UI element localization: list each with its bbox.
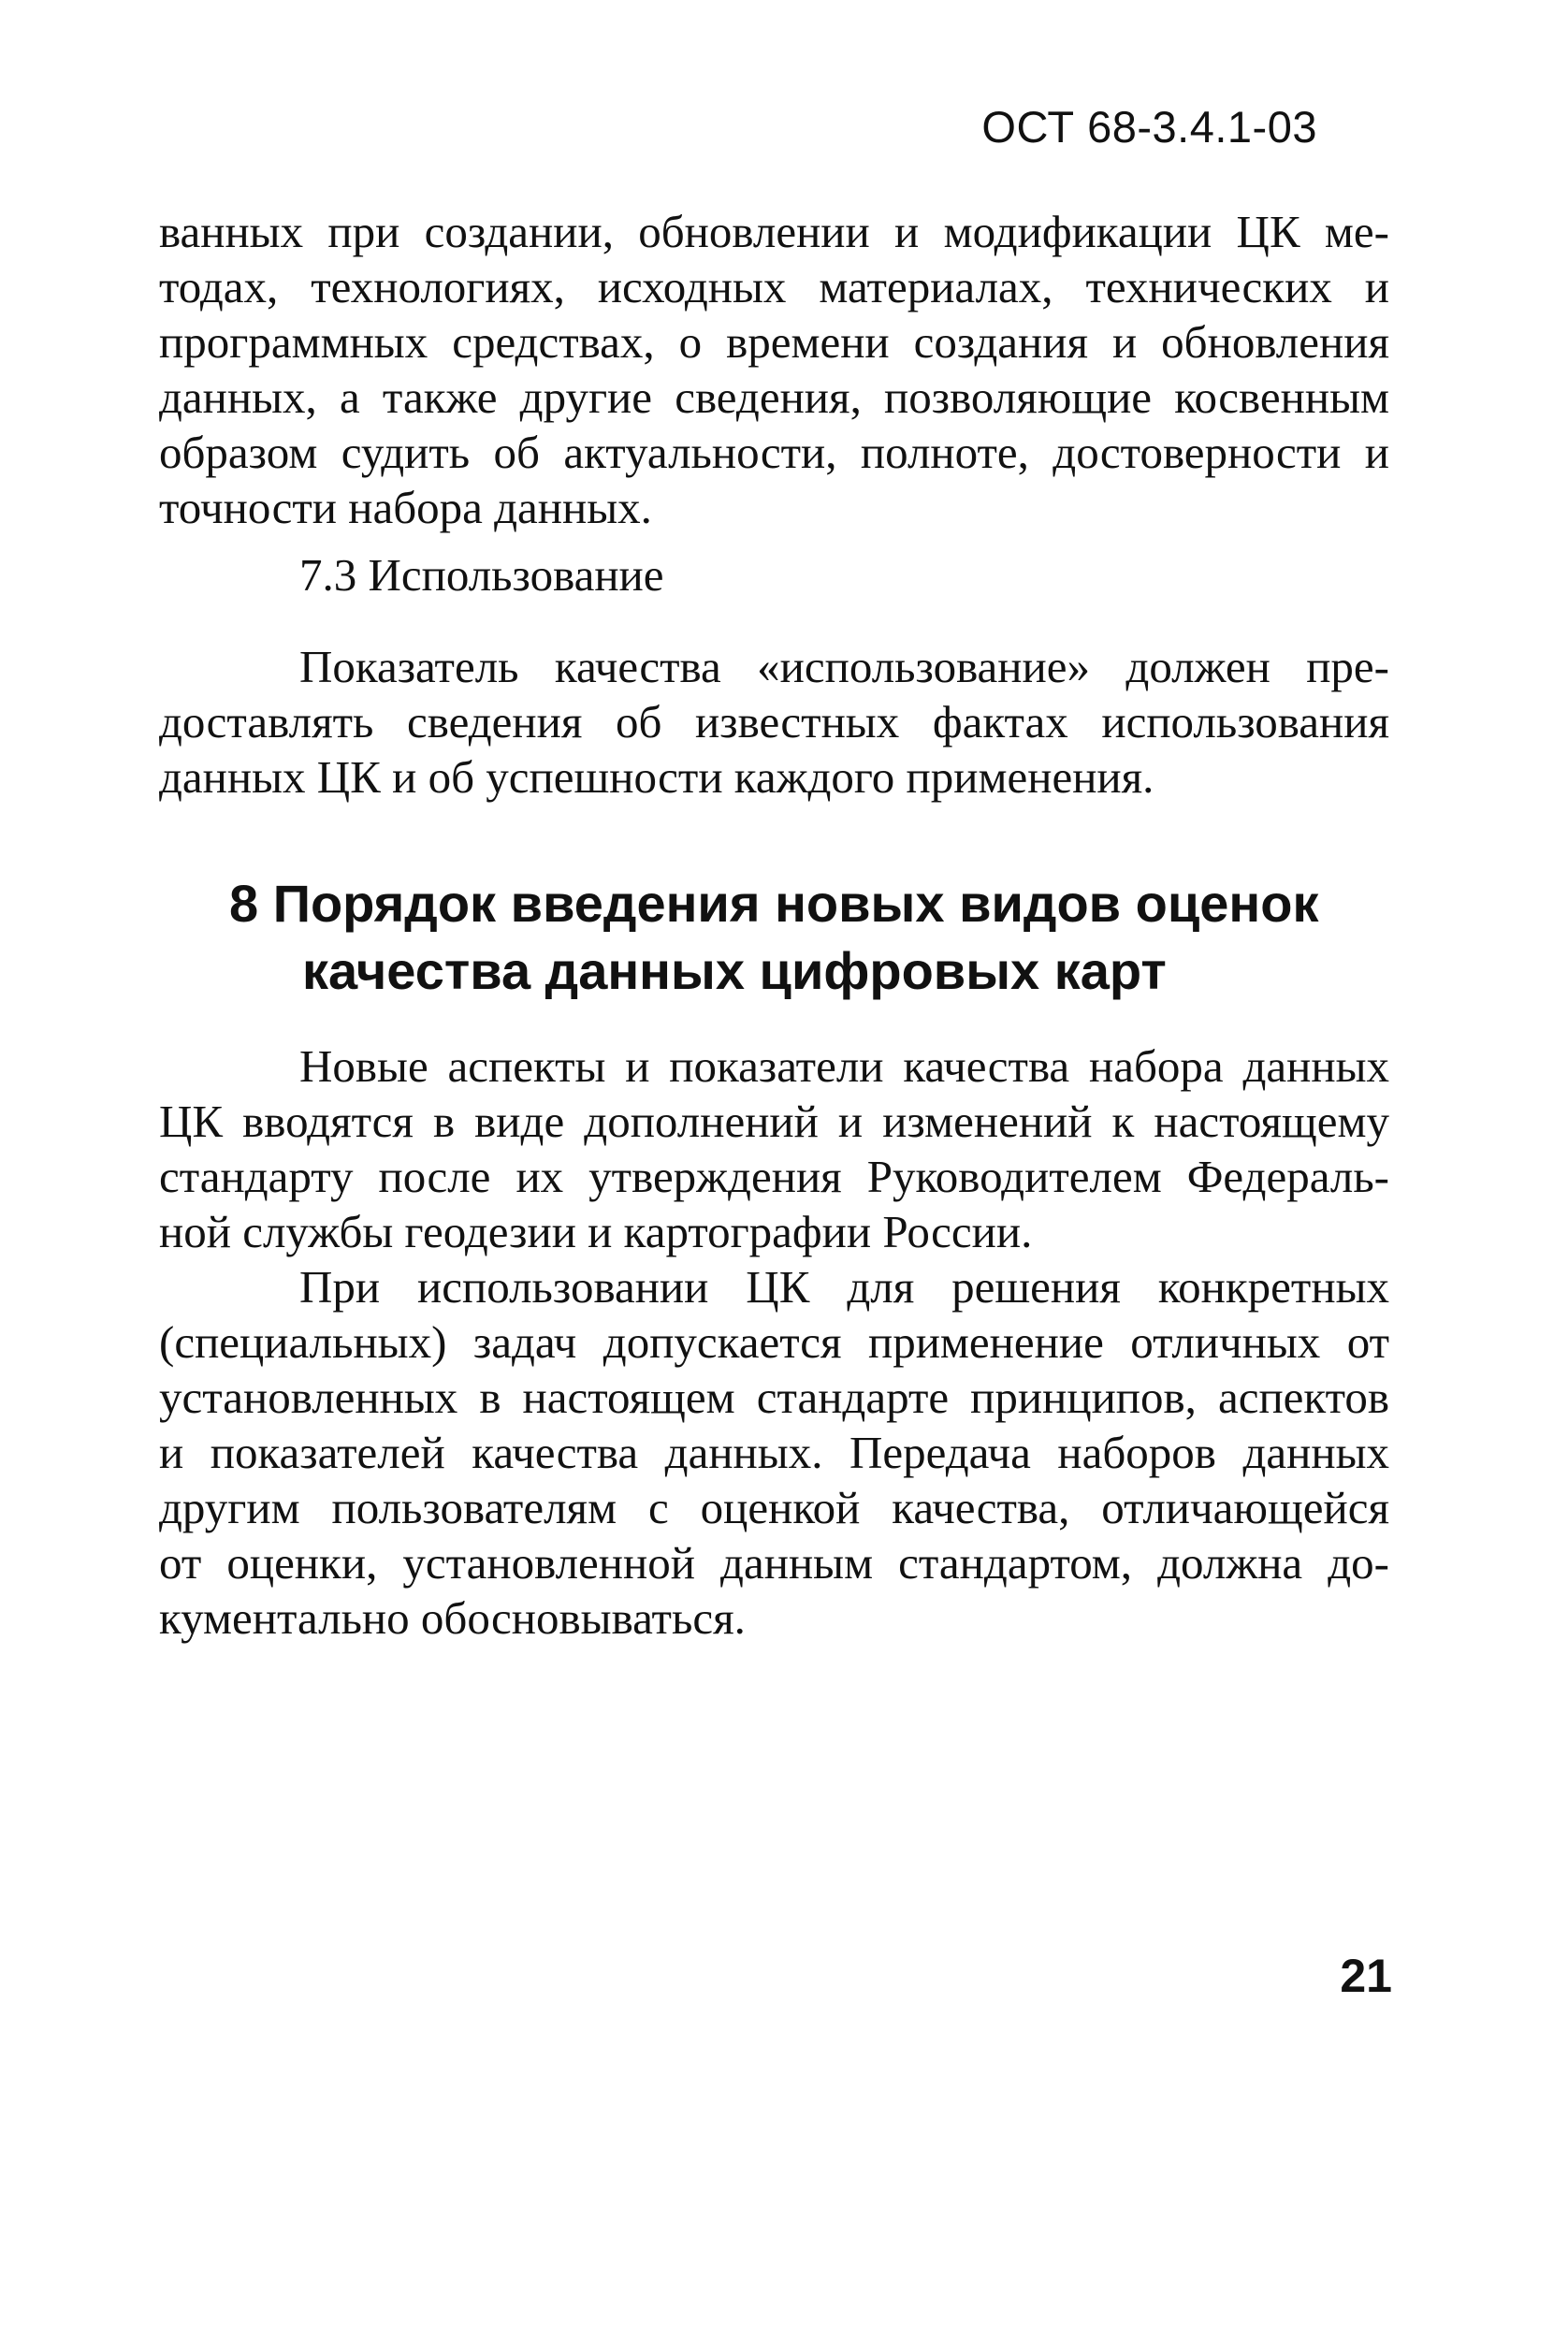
section-heading-line: 8 Порядок введения новых видов оценок	[229, 874, 1319, 933]
paragraph-line: данных, а также другие сведения, позволяющие косвенным	[159, 371, 1389, 423]
subsection-heading-7-3: 7.3 Использование	[299, 549, 664, 601]
paragraph-line: кументально обосновываться.	[159, 1592, 746, 1644]
paragraph-line: данных ЦК и об успешности каждого применения.	[159, 751, 1154, 803]
paragraph-line: тодах, технологиях, исходных материалах, технических и	[159, 261, 1389, 312]
section-8-paragraph-2	[159, 1259, 1389, 1646]
paragraph-line: программных средствах, о времени создания и обновления	[159, 316, 1389, 368]
paragraph-line: (специальных) задач допускается применение отличных от	[159, 1316, 1389, 1368]
paragraph-line: Показатель качества «использование» должен пре-	[299, 641, 1389, 692]
section-8-heading	[229, 870, 1399, 1005]
paragraph-line: точности набора данных.	[159, 482, 652, 533]
paragraph-line: и показателей качества данных. Передача наборов данных	[159, 1427, 1389, 1478]
paragraph-line: образом судить об актуальности, полноте, достоверности и	[159, 427, 1389, 478]
paragraph-line: установленных в настоящем стандарте принципов, аспектов	[159, 1372, 1389, 1423]
paragraph-line: другим пользователям с оценкой качества, отличающейся	[159, 1482, 1389, 1533]
paragraph-line: стандарту после их утверждения Руководителем Федераль-	[159, 1151, 1389, 1202]
continuation-paragraph	[159, 204, 1389, 535]
paragraph-line: от оценки, установленной данным стандартом, должна до-	[159, 1537, 1389, 1589]
paragraph-line: При использовании ЦК для решения конкретных	[299, 1261, 1389, 1313]
subsection-7-3-paragraph	[159, 639, 1389, 805]
paragraph-line: доставлять сведения об известных фактах использования	[159, 696, 1389, 748]
page-number: 21	[1340, 1950, 1392, 2002]
section-heading-line: качества данных цифровых карт	[302, 941, 1167, 1000]
paragraph-line: Новые аспекты и показатели качества набора данных	[299, 1040, 1389, 1092]
paragraph-line: ЦК вводятся в виде дополнений и изменений к настоящему	[159, 1096, 1389, 1147]
document-code: ОСТ 68-3.4.1-03	[981, 102, 1317, 152]
paragraph-line: ванных при создании, обновлении и модификации ЦК ме-	[159, 206, 1389, 257]
paragraph-line: ной службы геодезии и картографии России.	[159, 1206, 1033, 1257]
section-8-paragraph-1	[159, 1038, 1389, 1259]
